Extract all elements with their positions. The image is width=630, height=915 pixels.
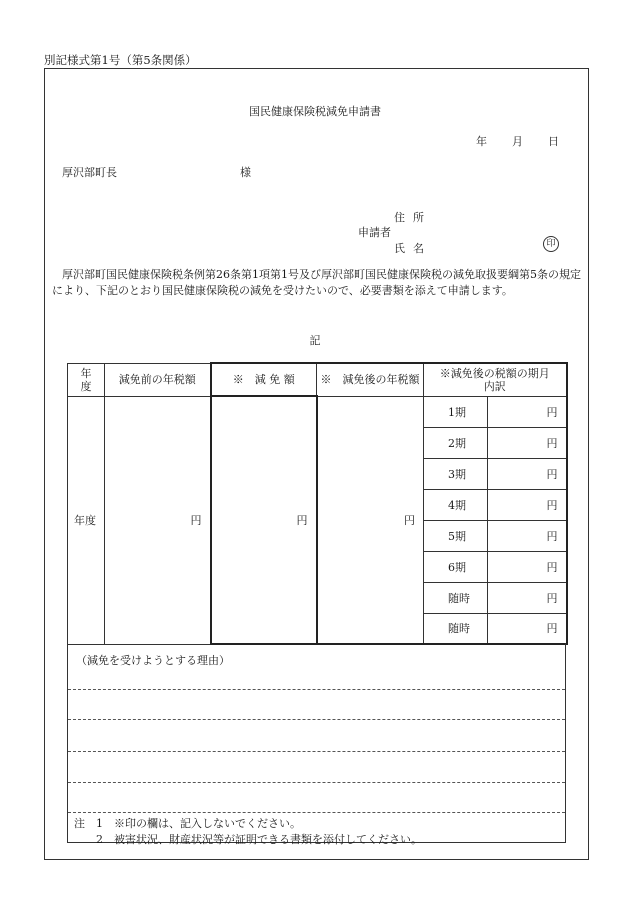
reason-line xyxy=(68,689,565,690)
header-before-tax: 減免前の年税額 xyxy=(105,363,211,396)
seal-icon: 印 xyxy=(543,236,559,252)
notes xyxy=(68,816,565,848)
document-title: 国民健康保険税減免申請書 xyxy=(249,105,381,118)
reason-box xyxy=(67,643,566,846)
note-1: 注 1 ※印の欄は、記入しないでください。 xyxy=(74,817,301,830)
before-tax-cell: 円 xyxy=(105,396,211,644)
reason-label: （減免を受けようとする理由） xyxy=(76,654,230,667)
reduction-cell: 円 xyxy=(211,396,317,644)
date-day: 日 xyxy=(548,135,559,148)
name-label: 氏名 xyxy=(394,242,432,255)
period-amount: 円 xyxy=(488,396,567,427)
period-label: 5期 xyxy=(424,520,488,551)
reason-line xyxy=(68,782,565,783)
period-label: 随時 xyxy=(424,613,488,644)
applicant-label: 申請者 xyxy=(358,226,391,239)
reason-line xyxy=(68,812,565,813)
header-year: 年度 xyxy=(68,363,105,396)
after-tax-cell: 円 xyxy=(317,396,424,644)
header-after-tax: ※ 減免後の年税額 xyxy=(317,363,424,396)
period-row xyxy=(68,396,567,427)
period-label: 4期 xyxy=(424,489,488,520)
period-label: 6期 xyxy=(424,551,488,582)
period-label: 随時 xyxy=(424,582,488,613)
date-month: 月 xyxy=(512,135,523,148)
period-label: 3期 xyxy=(424,458,488,489)
addressee-name: 厚沢部町長 xyxy=(62,166,117,179)
addressee-honorific: 様 xyxy=(240,166,251,179)
ki-heading: 記 xyxy=(309,334,321,347)
reason-line xyxy=(68,719,565,720)
period-amount: 円 xyxy=(488,458,567,489)
period-amount: 円 xyxy=(488,582,567,613)
table-header-row xyxy=(68,363,567,396)
period-amount: 円 xyxy=(488,551,567,582)
period-label: 2期 xyxy=(424,427,488,458)
period-amount: 円 xyxy=(488,613,567,644)
year-cell: 年度 xyxy=(68,396,105,644)
header-breakdown: ※減免後の税額の期月内訳 xyxy=(424,363,567,396)
form-number-label: 別記様式第1号（第5条関係） xyxy=(44,53,197,67)
period-amount: 円 xyxy=(488,427,567,458)
reason-line xyxy=(68,751,565,752)
period-amount: 円 xyxy=(488,489,567,520)
header-reduction: ※ 減 免 額 xyxy=(211,363,317,396)
note-2: 2 被害状況、財産状況等が証明できる書類を添付してください。 xyxy=(74,833,422,846)
address-label: 住所 xyxy=(394,211,432,224)
date-year: 年 xyxy=(476,135,487,148)
period-label: 1期 xyxy=(424,396,488,427)
tax-table xyxy=(67,362,568,645)
body-paragraph: 厚沢部町国民健康保険税条例第26条第1項第1号及び厚沢部町国民健康保険税の減免取扱要綱第5条の規定により、下記のとおり国民健康保険税の減免を受けたいので、必要書類を添えて申請します。 xyxy=(52,268,581,297)
period-amount: 円 xyxy=(488,520,567,551)
